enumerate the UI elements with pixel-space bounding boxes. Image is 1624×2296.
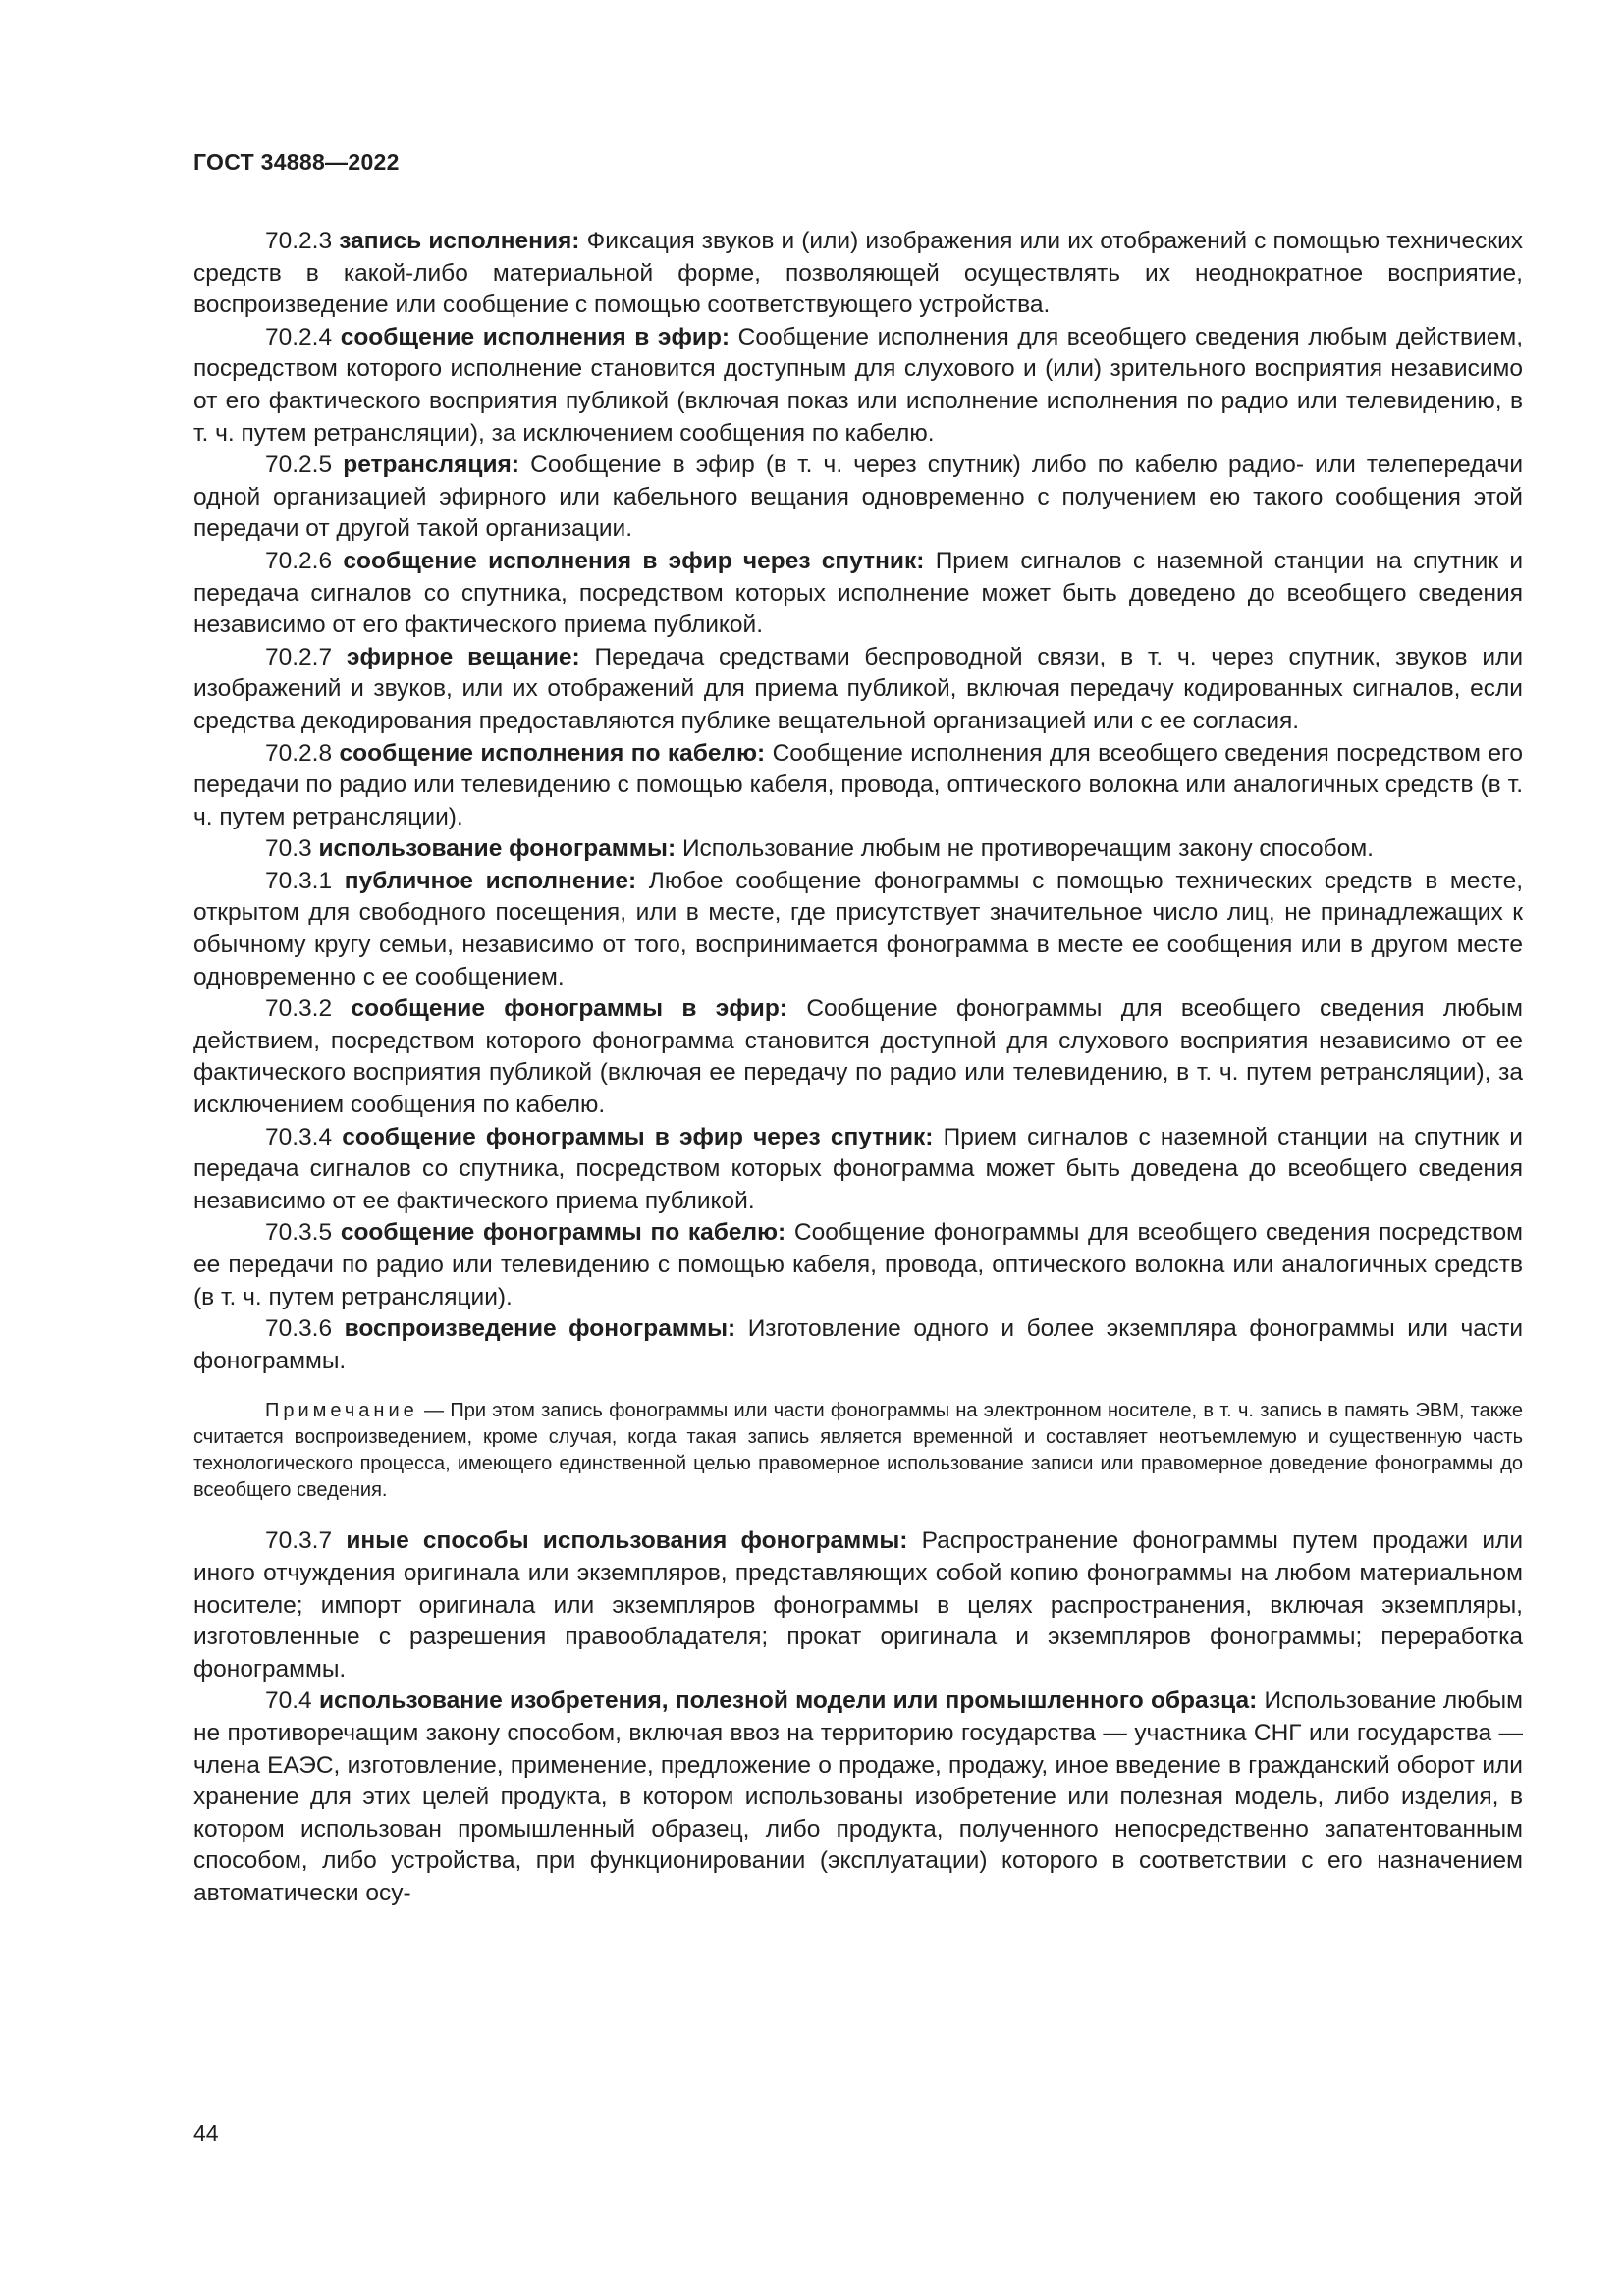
term: запись исполнения: [339,228,580,254]
term: сообщение фонограммы по кабелю: [340,1219,786,1247]
definition: Прием сигналов с наземной станции на спутник и передача сигналов со спутника, посредством которых фонограмма может быть доведена до всеобщего сведения независимо от ее фактического приема публикой. [193,1123,1523,1214]
clause-number: 70.3.4 [265,1123,333,1150]
paragraph-70-3-5 [193,1217,1523,1313]
clause-number: 70.2.6 [265,547,333,574]
paragraph-70-2-3 [193,226,1523,322]
definition: Сообщение исполнения для всеобщего сведения посредством его передачи по радио или телевидению с помощью кабеля, провода, оптического волокна или аналогичных средств (в т. ч. путем ретрансляции). [193,739,1524,830]
clause-number: 70.3 [265,835,312,863]
clause-number: 70.2.3 [265,228,333,254]
term: ретрансляция: [343,452,519,479]
clause-number: 70.4 [265,1687,312,1715]
paragraph-70-2-4 [193,322,1523,450]
clause-number: 70.3.2 [265,995,333,1023]
definition: Фиксация звуков и (или) изображения или их отображений с помощью технических средств в какой-либо материальной форме, позволяющей осуществлять их неоднократное восприятие, воспроизведение или сообщение с помощью соответствующего устройства. [193,228,1524,319]
paragraph-70-2-8 [193,738,1523,834]
definition: Любое сообщение фонограммы с помощью технических средств в месте, открытом для свободного посещения, или в месте, где присутствует значительное число лиц, не принадлежащих к обычному кругу семьи, независимо от того, воспринимается фонограмма в месте ее сообщения или в другом месте одновременно с ее сообщением. [193,867,1523,990]
term: иные способы использования фонограммы: [346,1527,908,1555]
definition: Прием сигналов с наземной станции на спутник и передача сигналов со спутника, посредством которых исполнение может быть доведено до всеобщего сведения независимо от его фактического приема публикой. [193,547,1524,639]
page-number: 44 [193,2120,219,2146]
term: воспроизведение фонограммы: [344,1315,736,1343]
definition: Изготовление одного и более экземпляра фонограммы или части фонограммы. [193,1315,1524,1374]
clause-number: 70.3.1 [265,867,333,894]
clause-number: 70.2.5 [265,452,333,479]
document-header: ГОСТ 34888—2022 [193,149,400,175]
paragraph-70-3 [193,833,1523,866]
definition: Сообщение в эфир (в т. ч. через спутник) либо по кабелю радио- или телепередачи одной организацией эфирного или кабельного вещания одновременно с получением ею такого сообщения этой передачи от другой такой организации. [193,452,1524,543]
definition: Передача средствами беспроводной связи, в т. ч. через спутник, звуков или изображений и звуков, или их отображений для приема публикой, включая передачу кодированных сигналов, если средства декодирования предоставляются публике вещательной организацией или с ее согласия. [193,643,1524,734]
clause-number: 70.2.7 [265,643,333,670]
paragraph-70-3-2 [193,993,1523,1121]
definition: Сообщение фонограммы для всеобщего сведения любым действием, посредством которого фонограмма становится доступной для слухового восприятия независимо от ее фактического восприятия публикой (включая ее передачу по радио или телевидению, в т. ч. путем ретрансляции), за исключением сообщения по кабелю. [193,995,1524,1119]
term: эфирное вещание: [346,643,580,670]
paragraph-70-2-6 [193,546,1523,642]
term: использование изобретения, полезной модели или промышленного образца: [318,1687,1258,1715]
definition: Сообщение фонограммы для всеобщего сведения посредством ее передачи по радио или телевидению с помощью кабеля, провода, оптического волокна или аналогичных средств (в т. ч. путем ретрансляции). [193,1219,1523,1310]
term: сообщение исполнения по кабелю: [339,739,766,767]
definition: Распространение фонограммы путем продажи или иного отчуждения оригинала или экземпляров, представляющих собой копию фонограммы на любом материальном носителе; импорт оригинала или экземпляров фонограммы в целях распространения, включая экземпляры, изготовленные с разрешения правообладателя; прокат оригинала и экземпляров фонограммы; переработка фонограммы. [193,1527,1524,1682]
note-label: Примечание [265,1400,418,1422]
term: сообщение фонограммы в эфир: [351,995,787,1023]
clause-number: 70.2.4 [265,323,333,350]
term: использование фонограммы: [318,835,677,863]
paragraph-70-3-1 [193,866,1523,993]
paragraph-70-4 [193,1685,1523,1909]
term: публичное исполнение: [344,867,637,894]
paragraph-70-2-5 [193,450,1523,546]
paragraph-70-3-6 [193,1313,1523,1377]
clause-number: 70.2.8 [265,739,333,767]
term: сообщение исполнения в эфир через спутник: [343,547,925,574]
document-body [193,226,1523,1910]
clause-number: 70.3.7 [265,1527,333,1555]
term: сообщение фонограммы в эфир через спутник: [342,1123,934,1150]
clause-number: 70.3.5 [265,1219,333,1247]
definition: Использование любым не противоречащим закону способом, включая ввоз на территорию государства — участника СНГ или государства — члена ЕАЭС, изготовление, применение, предложение о продаже, продажу, иное введение в гражданский оборот или хранение для этих целей продукта, в котором использованы изобретение или полезная модель, либо изделия, в котором использован промышленный образец, либо продукта, полученного непосредственно запатентованным способом, либо устройства, при функционировании (эксплуатации) которого в соответствии с его назначением автоматически осу- [193,1687,1523,1906]
term: сообщение исполнения в эфир: [340,323,731,350]
note-text: — При этом запись фонограммы или части фонограммы на электронном носителе, в т. ч. запись в память ЭВМ, также считается воспроизведением, кроме случая, когда такая запись является временной и составляет неотъемлемую и существенную часть технологического процесса, имеющего единственной целью правомерное использование записи или правомерное доведение фонограммы до всеобщего сведения. [193,1400,1523,1502]
definition: Использование любым не противоречащим закону способом. [681,835,1374,863]
clause-number: 70.3.6 [265,1315,333,1343]
note [193,1398,1523,1504]
definition: Сообщение исполнения для всеобщего сведения любым действием, посредством которого исполнение становится доступным для слухового и (или) зрительного восприятия независимо от его фактического восприятия публикой (включая показ или исполнение исполнения по радио или телевидению, в т. ч. путем ретрансляции), за исключением сообщения по кабелю. [193,323,1524,447]
paragraph-70-3-4 [193,1122,1523,1218]
paragraph-70-2-7 [193,642,1523,738]
paragraph-70-3-7 [193,1525,1523,1685]
